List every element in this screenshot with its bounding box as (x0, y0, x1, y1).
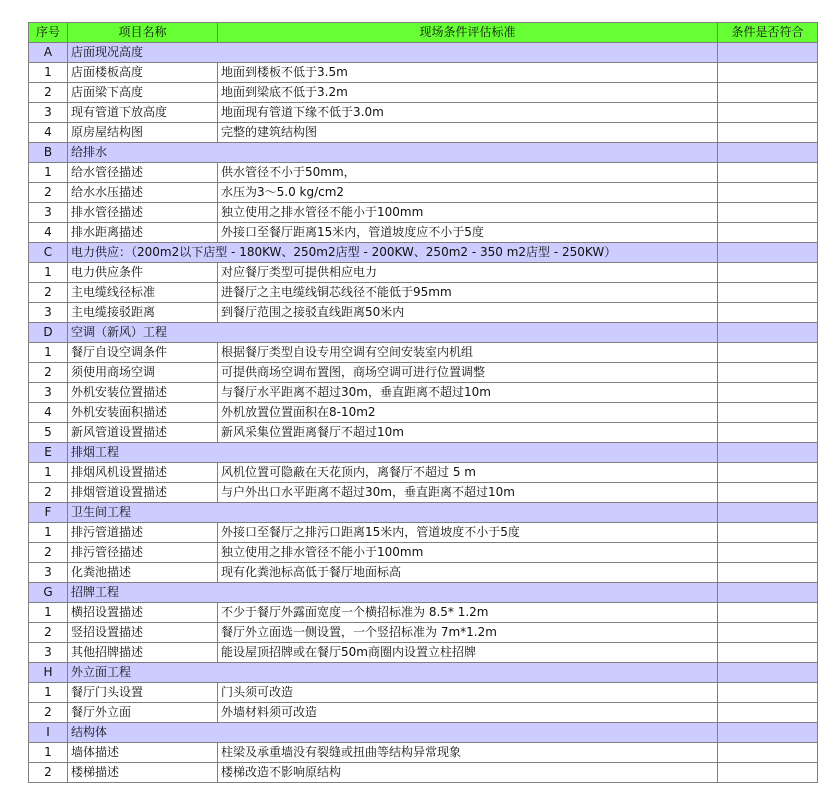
section-row (29, 663, 818, 683)
table-row (29, 483, 818, 503)
table-row (29, 123, 818, 143)
cell-name[interactable]: 新风管道设置描述 (68, 423, 218, 443)
table-row (29, 743, 818, 763)
cell-name[interactable]: 排烟风机设置描述 (68, 463, 218, 483)
section-title-cell[interactable]: 电力供应：（200m2以下店型 - 180KW、250m2店型 - 200KW、250m2 - 350 m2店型 - 250KW） (68, 243, 718, 263)
cell-num[interactable]: 1 (29, 163, 68, 183)
cell-standard[interactable]: 独立使用之排水管径不能小于100mm (218, 543, 718, 563)
table-row (29, 103, 818, 123)
section-row (29, 243, 818, 263)
cell-compliance[interactable] (718, 723, 818, 743)
cell-compliance[interactable] (718, 143, 818, 163)
cell-num[interactable]: 2 (29, 703, 68, 723)
cell-num[interactable]: 4 (29, 123, 68, 143)
header-name[interactable]: 项目名称 (68, 23, 218, 43)
cell-compliance[interactable] (718, 323, 818, 343)
cell-standard[interactable]: 到餐厅范围之接驳直线距离50米内 (218, 303, 718, 323)
cell-num[interactable]: D (29, 323, 68, 343)
cell-name[interactable]: 排污管道描述 (68, 523, 218, 543)
cell-num[interactable]: 1 (29, 463, 68, 483)
cell-num[interactable]: 1 (29, 743, 68, 763)
cell-num[interactable]: 3 (29, 203, 68, 223)
cell-standard[interactable]: 水压为3～5.0 kg/cm2 (218, 183, 718, 203)
cell-num[interactable]: I (29, 723, 68, 743)
cell-compliance[interactable] (718, 223, 818, 243)
cell-compliance[interactable] (718, 63, 818, 83)
cell-num[interactable]: 1 (29, 603, 68, 623)
cell-name[interactable]: 外机安装面积描述 (68, 403, 218, 423)
cell-compliance[interactable] (718, 483, 818, 503)
cell-compliance[interactable] (718, 403, 818, 423)
cell-name[interactable]: 竖招设置描述 (68, 623, 218, 643)
table-body (29, 43, 818, 783)
cell-num[interactable]: 3 (29, 383, 68, 403)
cell-num[interactable]: G (29, 583, 68, 603)
cell-compliance[interactable] (718, 603, 818, 623)
table-row (29, 563, 818, 583)
header-row (29, 23, 818, 43)
cell-compliance[interactable] (718, 183, 818, 203)
section-title-cell[interactable]: 外立面工程 (68, 663, 718, 683)
cell-num[interactable]: H (29, 663, 68, 683)
cell-name[interactable]: 排烟管道设置描述 (68, 483, 218, 503)
cell-name[interactable]: 化粪池描述 (68, 563, 218, 583)
cell-standard[interactable]: 与户外出口水平距离不超过30m，垂直距离不超过10m (218, 483, 718, 503)
cell-num[interactable]: B (29, 143, 68, 163)
cell-num[interactable]: F (29, 503, 68, 523)
cell-compliance[interactable] (718, 763, 818, 783)
cell-num[interactable]: 2 (29, 623, 68, 643)
table-row (29, 63, 818, 83)
section-row (29, 503, 818, 523)
cell-standard[interactable]: 柱梁及承重墙没有裂缝或扭曲等结构异常现象 (218, 743, 718, 763)
cell-name[interactable]: 店面楼板高度 (68, 63, 218, 83)
cell-compliance[interactable] (718, 363, 818, 383)
cell-standard[interactable]: 现有化粪池标高低于餐厅地面标高 (218, 563, 718, 583)
section-title-cell[interactable]: 排烟工程 (68, 443, 718, 463)
table-row (29, 163, 818, 183)
cell-compliance[interactable] (718, 163, 818, 183)
cell-compliance[interactable] (718, 543, 818, 563)
table-row (29, 383, 818, 403)
assessment-table (28, 22, 818, 783)
cell-name[interactable]: 原房屋结构图 (68, 123, 218, 143)
cell-num[interactable]: 1 (29, 683, 68, 703)
cell-num[interactable]: 4 (29, 223, 68, 243)
cell-num[interactable]: 2 (29, 483, 68, 503)
cell-name[interactable]: 须使用商场空调 (68, 363, 218, 383)
cell-name[interactable]: 排水管径描述 (68, 203, 218, 223)
cell-num[interactable]: 2 (29, 363, 68, 383)
cell-compliance[interactable] (718, 703, 818, 723)
cell-name[interactable]: 餐厅自设空调条件 (68, 343, 218, 363)
cell-compliance[interactable] (718, 643, 818, 663)
section-title-cell[interactable]: 卫生间工程 (68, 503, 718, 523)
header-num[interactable]: 序号 (29, 23, 68, 43)
cell-compliance[interactable] (718, 503, 818, 523)
section-title-cell[interactable]: 给排水 (68, 143, 718, 163)
cell-num[interactable]: 3 (29, 103, 68, 123)
cell-name[interactable]: 给水管径描述 (68, 163, 218, 183)
cell-standard[interactable]: 进餐厅之主电缆线铜芯线径不能低于95mm (218, 283, 718, 303)
cell-name[interactable]: 墙体描述 (68, 743, 218, 763)
cell-compliance[interactable] (718, 583, 818, 603)
cell-standard[interactable]: 门头须可改造 (218, 683, 718, 703)
cell-standard[interactable]: 供水管径不小于50mm， (218, 163, 718, 183)
cell-name[interactable]: 店面梁下高度 (68, 83, 218, 103)
table-row (29, 363, 818, 383)
cell-compliance[interactable] (718, 303, 818, 323)
table-row (29, 423, 818, 443)
cell-standard[interactable]: 外接口至餐厅之排污口距离15米内，管道坡度不小于5度 (218, 523, 718, 543)
table-row (29, 603, 818, 623)
cell-standard[interactable]: 不少于餐厅外露面宽度一个横招标准为 8.5* 1.2m (218, 603, 718, 623)
cell-name[interactable]: 排水距离描述 (68, 223, 218, 243)
table-row (29, 203, 818, 223)
cell-name[interactable]: 餐厅外立面 (68, 703, 218, 723)
table-row (29, 303, 818, 323)
cell-standard[interactable]: 独立使用之排水管径不能小于100mm (218, 203, 718, 223)
cell-num[interactable]: C (29, 243, 68, 263)
cell-standard[interactable]: 外机放置位置面积在8-10m2 (218, 403, 718, 423)
table-row (29, 283, 818, 303)
cell-standard[interactable]: 能设屋顶招牌或在餐厅50m商圈内设置立柱招牌 (218, 643, 718, 663)
cell-num[interactable]: 5 (29, 423, 68, 443)
cell-compliance[interactable] (718, 563, 818, 583)
cell-compliance[interactable] (718, 463, 818, 483)
cell-name[interactable]: 给水水压描述 (68, 183, 218, 203)
cell-standard[interactable]: 完整的建筑结构图 (218, 123, 718, 143)
table-row (29, 83, 818, 103)
section-row (29, 443, 818, 463)
cell-name[interactable]: 楼梯描述 (68, 763, 218, 783)
cell-name[interactable]: 主电缆线径标准 (68, 283, 218, 303)
cell-compliance[interactable] (718, 423, 818, 443)
cell-num[interactable]: 2 (29, 763, 68, 783)
table-row (29, 543, 818, 563)
header-compliance[interactable]: 条件是否符合 (718, 23, 818, 43)
cell-compliance[interactable] (718, 383, 818, 403)
cell-compliance[interactable] (718, 243, 818, 263)
cell-num[interactable]: 4 (29, 403, 68, 423)
cell-num[interactable]: 3 (29, 303, 68, 323)
section-row (29, 723, 818, 743)
section-title-cell[interactable]: 店面现况高度 (68, 43, 718, 63)
cell-standard[interactable]: 与餐厅水平距离不超过30m，垂直距离不超过10m (218, 383, 718, 403)
cell-standard[interactable]: 地面到楼板不低于3.5m (218, 63, 718, 83)
cell-compliance[interactable] (718, 743, 818, 763)
cell-num[interactable]: 3 (29, 563, 68, 583)
cell-compliance[interactable] (718, 203, 818, 223)
cell-num[interactable]: 1 (29, 263, 68, 283)
cell-num[interactable]: 3 (29, 643, 68, 663)
cell-name[interactable]: 外机安装位置描述 (68, 383, 218, 403)
cell-compliance[interactable] (718, 343, 818, 363)
table-row (29, 643, 818, 663)
section-title-cell[interactable]: 空调（新风）工程 (68, 323, 718, 343)
table-row (29, 343, 818, 363)
cell-num[interactable]: E (29, 443, 68, 463)
cell-num[interactable]: A (29, 43, 68, 63)
cell-num[interactable]: 2 (29, 183, 68, 203)
table-row (29, 703, 818, 723)
cell-compliance[interactable] (718, 523, 818, 543)
section-title-cell[interactable]: 招牌工程 (68, 583, 718, 603)
cell-standard[interactable]: 地面到梁底不低于3.2m (218, 83, 718, 103)
cell-name[interactable]: 横招设置描述 (68, 603, 218, 623)
cell-num[interactable]: 1 (29, 523, 68, 543)
cell-compliance[interactable] (718, 83, 818, 103)
table-row (29, 463, 818, 483)
section-row (29, 43, 818, 63)
cell-num[interactable]: 2 (29, 83, 68, 103)
cell-num[interactable]: 2 (29, 283, 68, 303)
table-row (29, 403, 818, 423)
cell-standard[interactable]: 对应餐厅类型可提供相应电力 (218, 263, 718, 283)
table-row (29, 523, 818, 543)
cell-name[interactable]: 餐厅门头设置 (68, 683, 218, 703)
cell-standard[interactable]: 楼梯改造不影响原结构 (218, 763, 718, 783)
cell-compliance[interactable] (718, 663, 818, 683)
table-row (29, 623, 818, 643)
cell-compliance[interactable] (718, 623, 818, 643)
cell-name[interactable]: 排污管径描述 (68, 543, 218, 563)
cell-name[interactable]: 主电缆接驳距离 (68, 303, 218, 323)
cell-standard[interactable]: 新风采集位置距离餐厅不超过10m (218, 423, 718, 443)
table-row (29, 263, 818, 283)
cell-standard[interactable]: 外接口至餐厅距离15米内，管道坡度应不小于5度 (218, 223, 718, 243)
table-row (29, 683, 818, 703)
cell-compliance[interactable] (718, 443, 818, 463)
cell-name[interactable]: 现有管道下放高度 (68, 103, 218, 123)
cell-compliance[interactable] (718, 263, 818, 283)
cell-compliance[interactable] (718, 103, 818, 123)
section-row (29, 143, 818, 163)
cell-standard[interactable]: 外墙材料须可改造 (218, 703, 718, 723)
cell-compliance[interactable] (718, 283, 818, 303)
cell-compliance[interactable] (718, 43, 818, 63)
table-row (29, 763, 818, 783)
cell-name[interactable]: 其他招牌描述 (68, 643, 218, 663)
cell-compliance[interactable] (718, 123, 818, 143)
cell-num[interactable]: 1 (29, 343, 68, 363)
cell-standard[interactable]: 可提供商场空调布置图，商场空调可进行位置调整 (218, 363, 718, 383)
cell-name[interactable]: 电力供应条件 (68, 263, 218, 283)
cell-num[interactable]: 1 (29, 63, 68, 83)
cell-num[interactable]: 2 (29, 543, 68, 563)
cell-standard[interactable]: 风机位置可隐蔽在天花顶内，离餐厅不超过 5 m (218, 463, 718, 483)
cell-standard[interactable]: 根据餐厅类型自设专用空调有空间安装室内机组 (218, 343, 718, 363)
section-row (29, 323, 818, 343)
cell-standard[interactable]: 餐厅外立面选一侧设置，一个竖招标准为 7m*1.2m (218, 623, 718, 643)
table-row (29, 183, 818, 203)
section-title-cell[interactable]: 结构体 (68, 723, 718, 743)
cell-compliance[interactable] (718, 683, 818, 703)
header-standard[interactable]: 现场条件评估标准 (218, 23, 718, 43)
section-row (29, 583, 818, 603)
cell-standard[interactable]: 地面现有管道下缘不低于3.0m (218, 103, 718, 123)
table-row (29, 223, 818, 243)
